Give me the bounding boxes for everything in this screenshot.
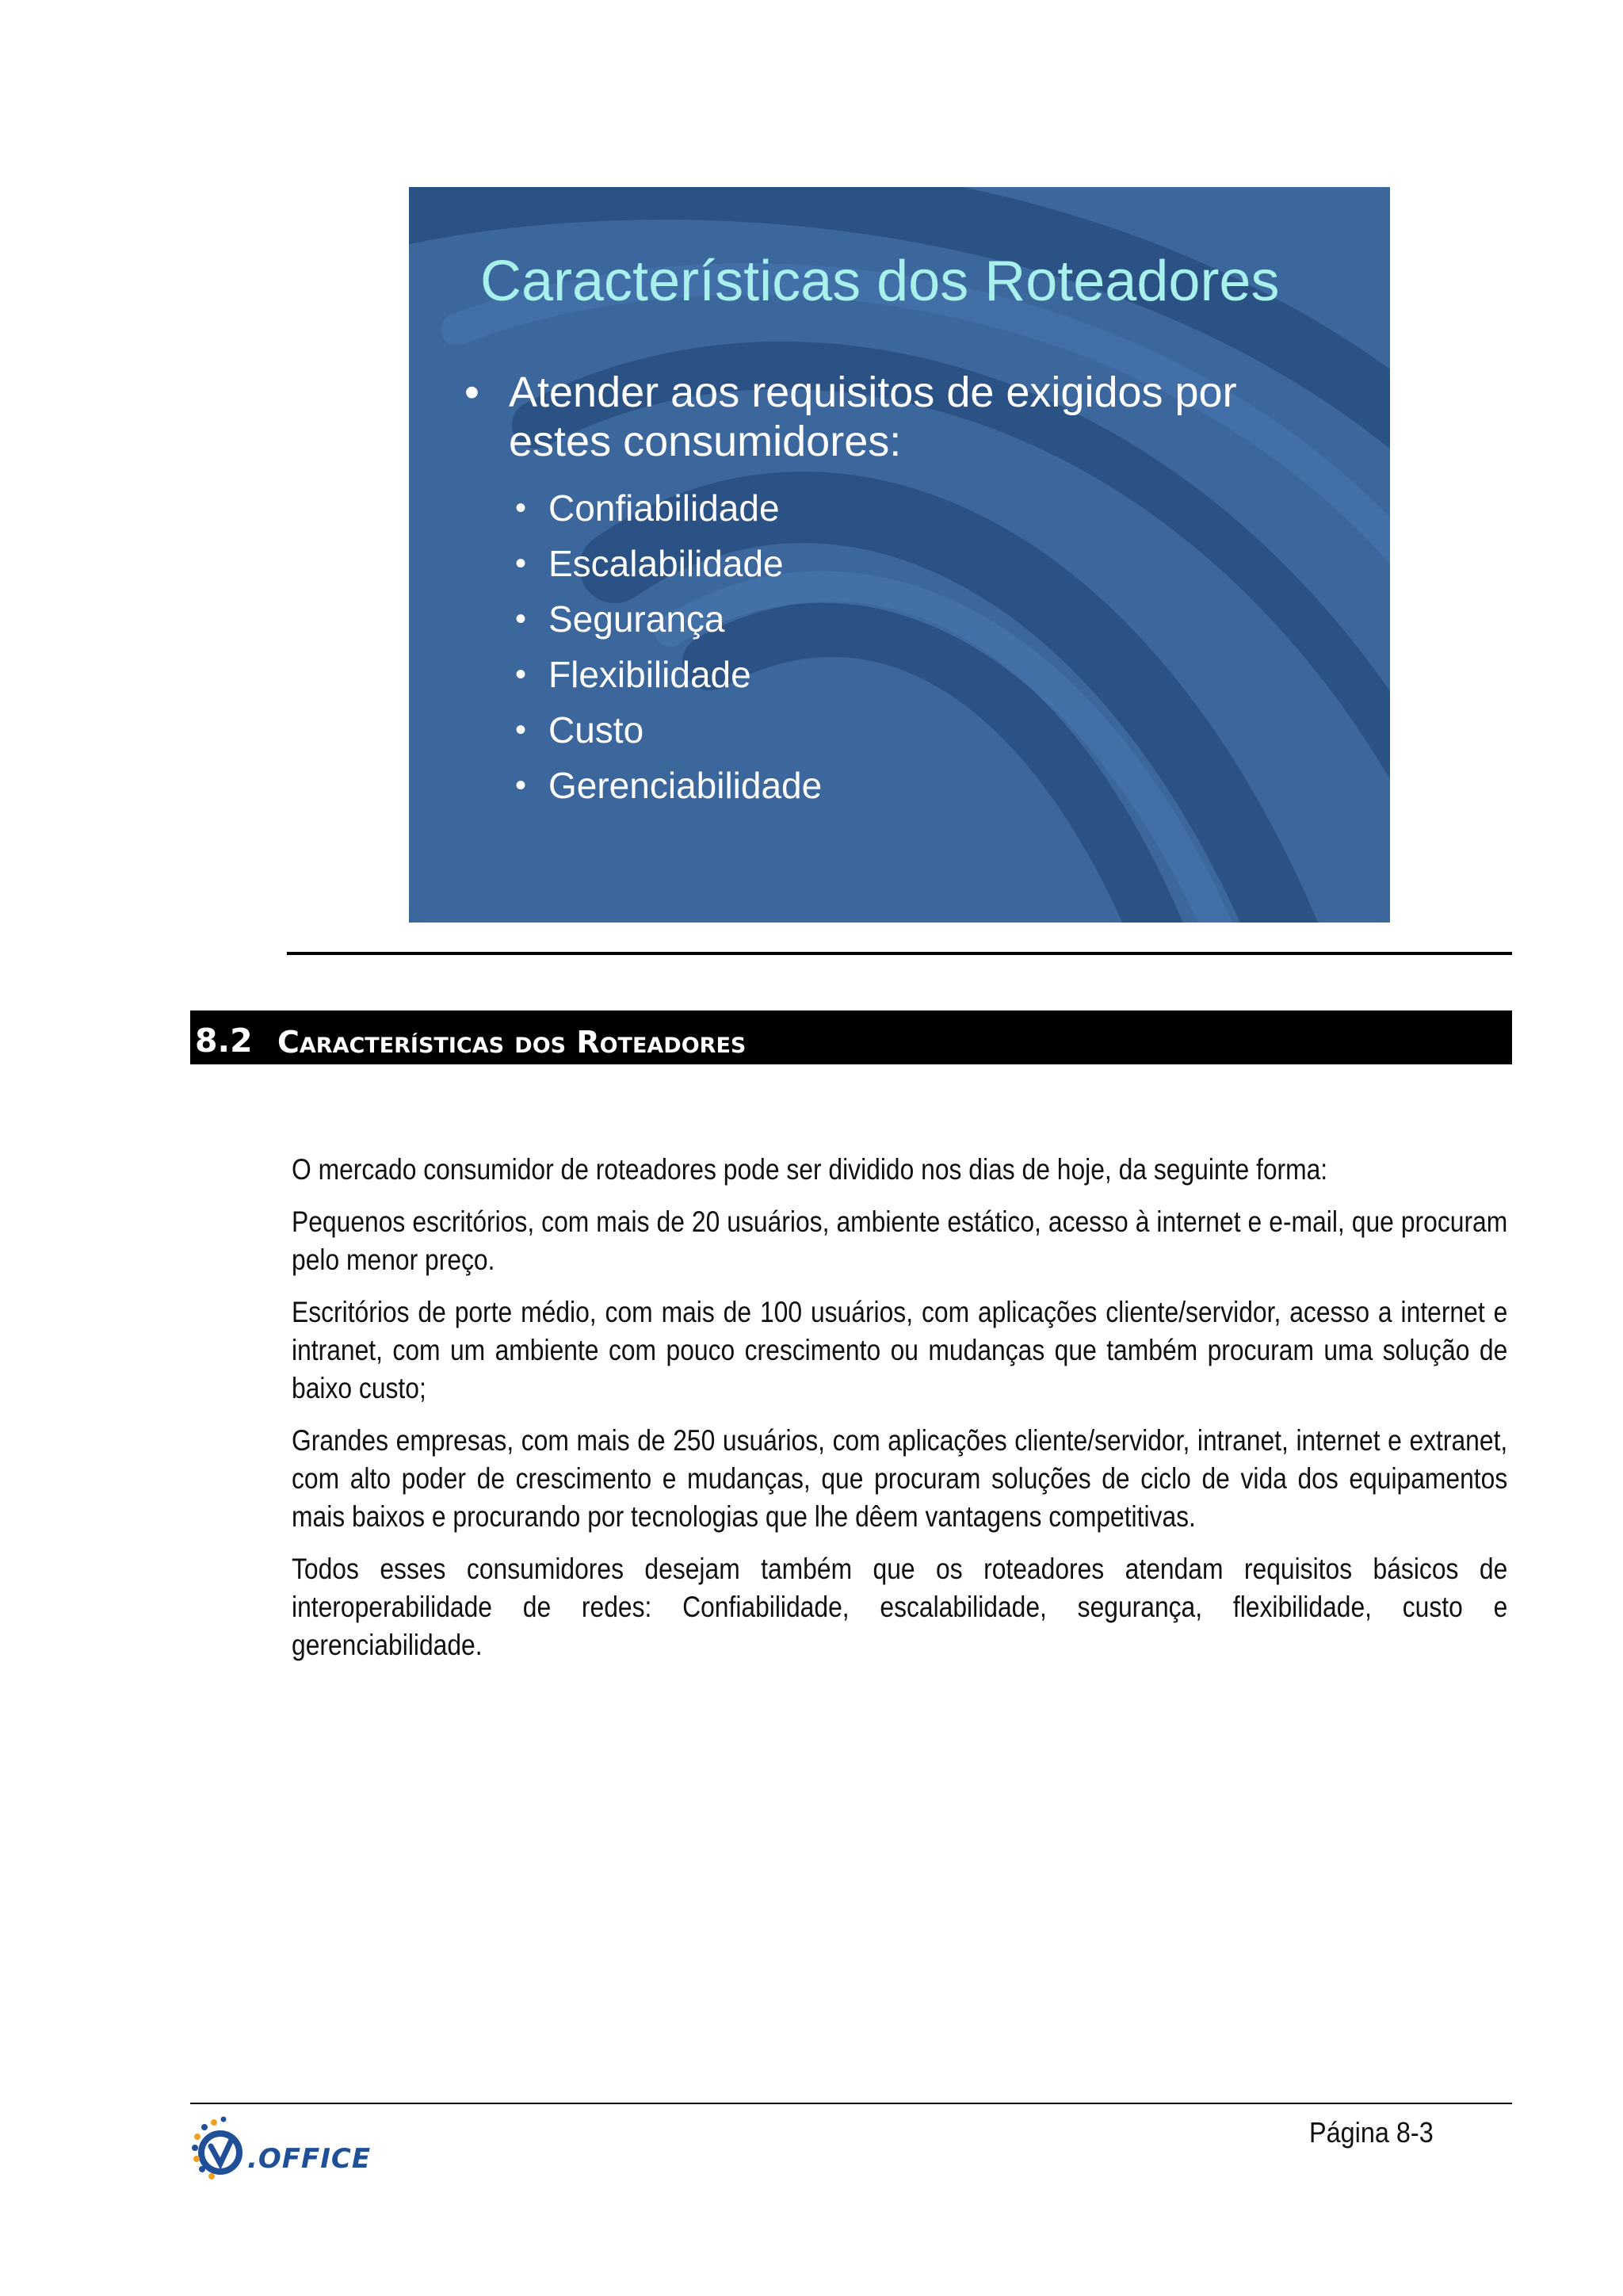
page-number: Página 8-3: [1309, 2116, 1434, 2149]
body-text: [292, 1151, 1507, 1679]
section-heading: [190, 1010, 1512, 1064]
slide-sub-item: • Confiabilidade: [515, 487, 780, 529]
paragraph: Todos esses consumidores desejam também que os roteadores atendam requisitos básicos de interoperabilidade de redes: Confiabilidade, escalabilidade, segurança, flexibilidade, custo e gerenciabilidade.: [292, 1553, 1508, 1661]
section-number: 8.2: [195, 1022, 253, 1060]
slide-sub-list: [515, 480, 822, 813]
footer-divider: [190, 2103, 1512, 2104]
logo-text: .OFFICE: [247, 2143, 372, 2175]
paragraph: Grandes empresas, com mais de 250 usuários, com aplicações cliente/servidor, intranet, internet e extranet, com alto poder de crescimento e mudanças, que procuram soluções de ciclo de vida dos equipamentos mais baixos e procurando por tecnologias que lhe dêem vantagens competitivas.: [292, 1424, 1508, 1533]
paragraph: Pequenos escritórios, com mais de 20 usuários, ambiente estático, acesso à internet e e-mail, que procuram pelo menor preço.: [292, 1205, 1508, 1276]
logo-mark-icon: [190, 2111, 254, 2183]
slide-sub-item: • Segurança: [515, 598, 725, 640]
divider-line: [287, 952, 1512, 955]
slide-sub-item: • Flexibilidade: [515, 654, 751, 695]
slide-sub-item: • Gerenciabilidade: [515, 765, 823, 806]
paragraph: O mercado consumidor de roteadores pode ser dividido nos dias de hoje, da seguinte forma:: [292, 1153, 1328, 1186]
section-title: Características dos Roteadores: [277, 1025, 747, 1060]
company-logo: [190, 2111, 372, 2183]
slide-sub-item: • Escalabilidade: [515, 543, 784, 584]
slide-sub-item: • Custo: [515, 709, 644, 751]
slide-title: Características dos Roteadores: [480, 250, 1280, 313]
slide-main-point: [464, 368, 1336, 466]
slide-main-text: Atender aos requisitos de exigidos por estes consumidores:: [509, 369, 1237, 465]
slide-image: [409, 187, 1390, 923]
paragraph: Escritórios de porte médio, com mais de 100 usuários, com aplicações cliente/servidor, acesso a internet e intranet, com um ambiente com pouco crescimento ou mudanças que também procuram uma solução de baixo custo;: [292, 1296, 1508, 1404]
bullet-glyph: •: [464, 369, 479, 416]
